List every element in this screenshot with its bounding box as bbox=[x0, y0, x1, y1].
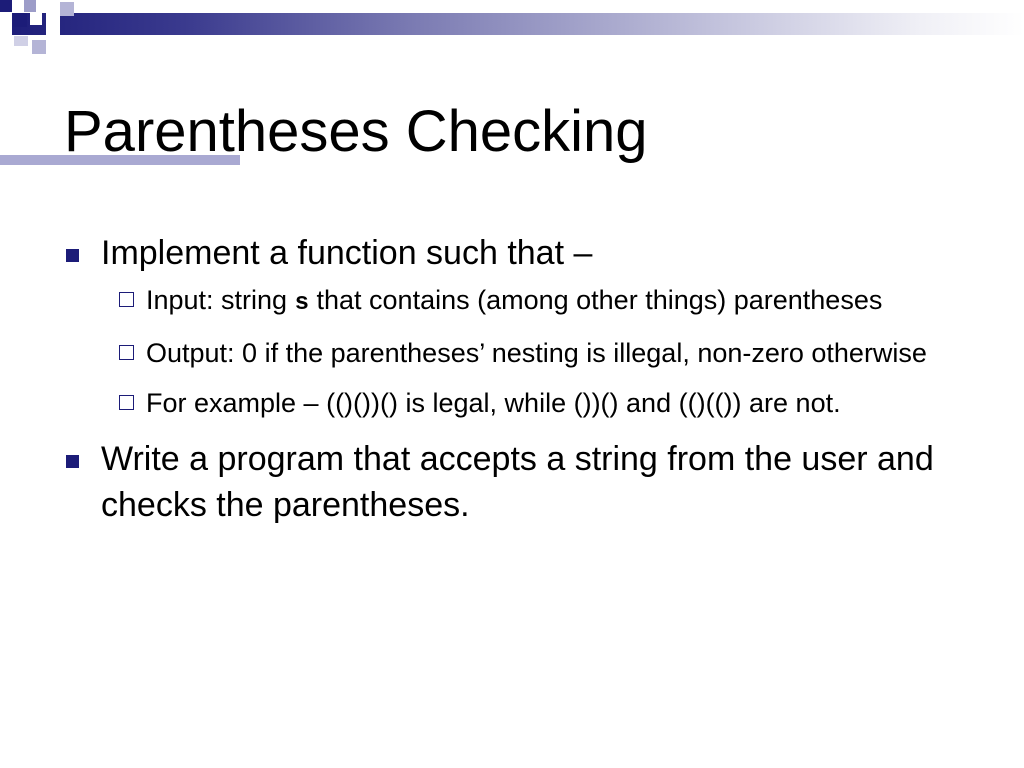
sub-bullet-text-before: Input: string bbox=[146, 285, 295, 315]
header-gradient-band bbox=[0, 13, 1024, 35]
slide-content bbox=[64, 230, 964, 528]
square-bullet-icon bbox=[66, 249, 79, 262]
sub-bullet-item bbox=[64, 383, 964, 424]
decorative-square bbox=[0, 13, 12, 35]
bullet-item bbox=[64, 230, 964, 276]
sub-bullet-text-after: that contains (among other things) parentheses bbox=[309, 285, 883, 315]
hollow-square-bullet-icon bbox=[119, 292, 134, 307]
sub-bullet-list bbox=[64, 280, 964, 424]
hollow-square-bullet-icon bbox=[119, 395, 134, 410]
sub-bullet-text: Output: 0 if the parentheses’ nesting is illegal, non-zero otherwise bbox=[146, 338, 927, 368]
bullet-item bbox=[64, 436, 964, 528]
bullet-text: Implement a function such that – bbox=[101, 234, 593, 272]
sub-bullet-text: For example – (()())() is legal, while ())() and (()(()) are not. bbox=[146, 388, 841, 418]
decorative-square bbox=[30, 13, 42, 25]
decorative-square bbox=[14, 36, 28, 46]
sub-bullet-item bbox=[64, 280, 964, 324]
square-bullet-icon bbox=[66, 455, 79, 468]
decorative-square bbox=[32, 40, 46, 54]
decorative-square bbox=[46, 13, 60, 35]
decorative-square bbox=[12, 0, 24, 12]
code-variable: s bbox=[294, 290, 309, 317]
slide-title: Parentheses Checking bbox=[64, 99, 648, 164]
hollow-square-bullet-icon bbox=[119, 345, 134, 360]
decorative-square bbox=[0, 0, 12, 12]
decorative-square bbox=[60, 2, 74, 16]
sub-bullet-item bbox=[64, 333, 964, 374]
decorative-square bbox=[13, 13, 27, 27]
bullet-text: Write a program that accepts a string from the user and checks the parentheses. bbox=[101, 440, 934, 524]
decorative-square bbox=[24, 0, 36, 12]
